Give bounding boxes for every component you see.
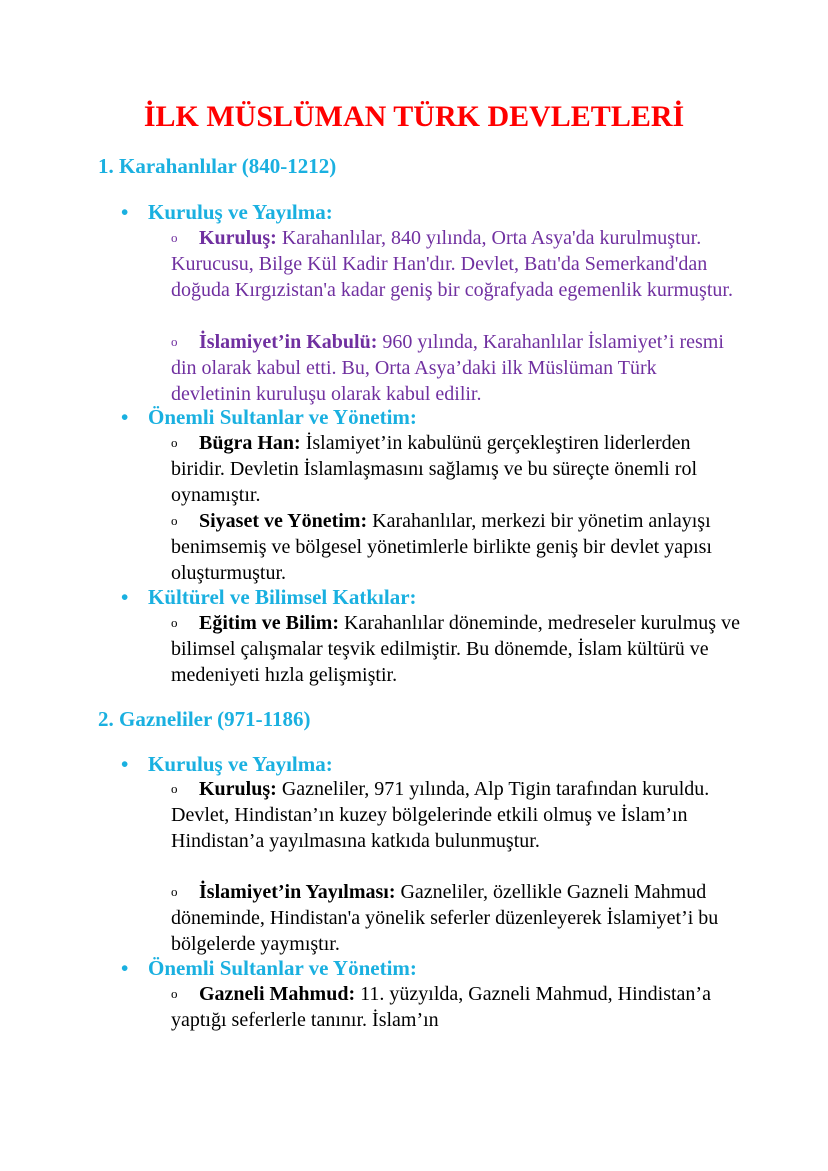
group-label: Önemli Sultanlar ve Yönetim:	[148, 956, 417, 980]
list-item	[171, 981, 741, 1033]
item-label: Gazneli Mahmud:	[199, 983, 356, 1005]
list-item	[171, 610, 741, 688]
list-item	[171, 508, 741, 586]
bullet-icon: •	[121, 585, 129, 609]
item-label: Kuruluş:	[199, 227, 277, 249]
bullet-icon: •	[121, 752, 129, 776]
circle-bullet-icon: o	[171, 435, 178, 450]
list-item	[171, 776, 741, 854]
circle-bullet-icon: o	[171, 615, 178, 630]
item-text: 11. yüzyılda, Gazneli Mahmud, Hindistan’a yaptığı seferlerle tanınır. İslam’ın	[171, 983, 711, 1031]
circle-bullet-icon: o	[171, 781, 178, 796]
group-label: Kültürel ve Bilimsel Katkılar:	[148, 585, 417, 609]
item-label: Eğitim ve Bilim:	[199, 612, 339, 634]
circle-bullet-icon: o	[171, 986, 178, 1001]
group-label: Kuruluş ve Yayılma:	[148, 752, 333, 776]
item-text: Gazneliler, özellikle Gazneli Mahmud döneminde, Hindistan'a yönelik seferler düzenleyerek İslamiyet’i bu bölgelerde yaymıştır.	[171, 881, 719, 955]
list-item	[171, 879, 741, 957]
bullet-icon: •	[121, 956, 129, 980]
group-label: Önemli Sultanlar ve Yönetim:	[148, 405, 417, 429]
group-label: Kuruluş ve Yayılma:	[148, 200, 333, 224]
item-text: Gazneliler, 971 yılında, Alp Tigin tarafından kuruldu. Devlet, Hindistan’ın kuzey bölgelerinde etkili olmuş ve İslam’ın Hindistan’a yayılmasına katkıda bulunmuştur.	[171, 778, 710, 852]
list-item	[171, 329, 741, 407]
item-label: Bügra Han:	[199, 432, 301, 454]
circle-bullet-icon: o	[171, 230, 178, 245]
item-text: İslamiyet’in kabulünü gerçekleştiren liderlerden biridir. Devletin İslamlaşmasını sağlamış ve bu süreçte önemli rol oynamıştır.	[171, 432, 697, 506]
bullet-icon: •	[121, 405, 129, 429]
item-text: Karahanlılar döneminde, medreseler kurulmuş ve bilimsel çalışmalar teşvik edilmiştir. Bu dönemde, İslam kültürü ve medeniyeti hızla gelişmiştir.	[171, 612, 740, 686]
list-item	[171, 225, 741, 303]
list-item	[171, 430, 741, 508]
section-heading-karahanlilar: 1. Karahanlılar (840-1212)	[98, 154, 337, 178]
item-label: İslamiyet’in Yayılması:	[199, 881, 396, 903]
item-label: İslamiyet’in Kabulü:	[199, 331, 378, 353]
item-label: Siyaset ve Yönetim:	[199, 510, 368, 532]
item-label: Kuruluş:	[199, 778, 277, 800]
section-heading-gazneliler: 2. Gazneliler (971-1186)	[98, 707, 311, 731]
item-text: Karahanlılar, 840 yılında, Orta Asya'da kurulmuştur. Kurucusu, Bilge Kül Kadir Han'dır. Devlet, Batı'da Semerkand'dan doğuda Kırgızistan'a kadar geniş bir coğrafyada egemenlik kurmuştur.	[171, 227, 733, 301]
item-text: 960 yılında, Karahanlılar İslamiyet’i resmi din olarak kabul etti. Bu, Orta Asya’daki ilk Müslüman Türk devletinin kuruluşu olarak kabul edilir.	[171, 331, 724, 405]
circle-bullet-icon: o	[171, 334, 178, 349]
bullet-icon: •	[121, 200, 129, 224]
item-text: Karahanlılar, merkezi bir yönetim anlayışı benimsemiş ve bölgesel yönetimlerle birlikte geniş bir devlet yapısı oluşturmuştur.	[171, 510, 712, 584]
page-title: İLK MÜSLÜMAN TÜRK DEVLETLERİ	[143, 100, 685, 133]
circle-bullet-icon: o	[171, 884, 178, 899]
circle-bullet-icon: o	[171, 513, 178, 528]
